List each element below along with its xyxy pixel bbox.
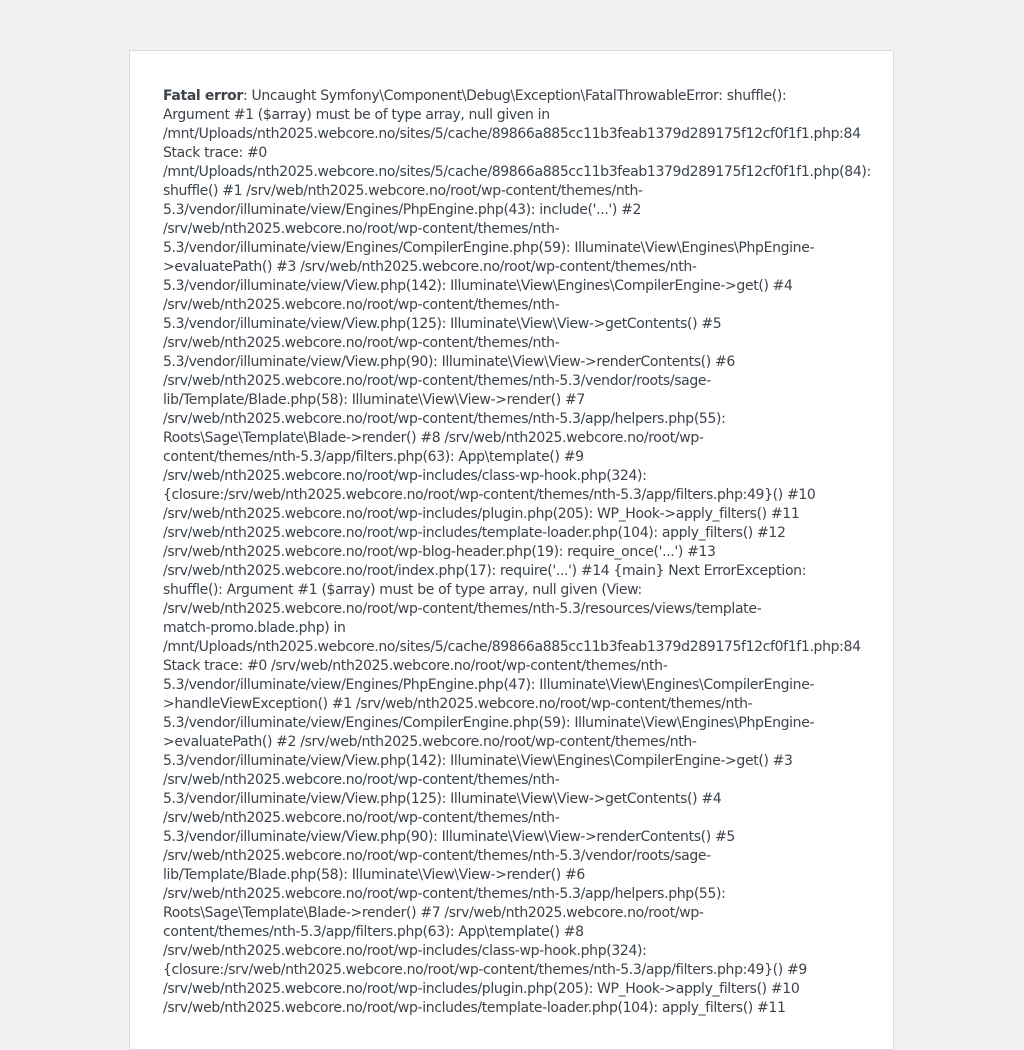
error-line: Roots\Sage\Template\Blade->render() #7 /srv/web/nth2025.webcore.no/root/wp- [163, 905, 704, 921]
error-line: lib/Template/Blade.php(58): Illuminate\View\View->render() #6 [163, 867, 585, 883]
error-line: /srv/web/nth2025.webcore.no/root/wp-includes/plugin.php(205): WP_Hook->apply_filters() #10 [163, 981, 800, 997]
error-line: /srv/web/nth2025.webcore.no/root/wp-blog-header.php(19): require_once('...') #13 [163, 544, 716, 560]
error-line: /srv/web/nth2025.webcore.no/root/wp-includes/template-loader.php(104): apply_filters() #11 [163, 1000, 786, 1016]
error-line: /srv/web/nth2025.webcore.no/root/wp-content/themes/nth- [163, 335, 560, 351]
error-line: /srv/web/nth2025.webcore.no/root/wp-content/themes/nth- [163, 297, 560, 313]
error-line: >handleViewException() #1 /srv/web/nth2025.webcore.no/root/wp-content/themes/nth- [163, 696, 753, 712]
error-line: /srv/web/nth2025.webcore.no/root/index.php(17): require('...') #14 {main} Next ErrorException: [163, 563, 807, 579]
error-line: /srv/web/nth2025.webcore.no/root/wp-includes/plugin.php(205): WP_Hook->apply_filters() #11 [163, 506, 800, 522]
error-line: content/themes/nth-5.3/app/filters.php(63): App\template() #8 [163, 924, 584, 940]
error-line: Stack trace: #0 [163, 145, 267, 161]
error-line: /srv/web/nth2025.webcore.no/root/wp-includes/class-wp-hook.php(324): [163, 943, 647, 959]
error-line: 5.3/vendor/illuminate/view/View.php(90): Illuminate\View\View->renderContents() #5 [163, 829, 735, 845]
error-line: lib/Template/Blade.php(58): Illuminate\View\View->render() #7 [163, 392, 585, 408]
error-line: 5.3/vendor/illuminate/view/Engines/PhpEngine.php(43): include('...') #2 [163, 202, 642, 218]
error-line: /mnt/Uploads/nth2025.webcore.no/sites/5/cache/89866a885cc11b3feab1379d289175f12cf0f1f1.php:84 [163, 639, 861, 655]
error-first-line [163, 87, 928, 106]
error-line: {closure:/srv/web/nth2025.webcore.no/root/wp-content/themes/nth-5.3/app/filters.php:49}() #9 [163, 962, 807, 978]
error-line: 5.3/vendor/illuminate/view/Engines/PhpEngine.php(47): Illuminate\View\Engines\CompilerEngine- [163, 677, 815, 693]
error-label: Fatal error [163, 88, 243, 104]
error-line: Roots\Sage\Template\Blade->render() #8 /srv/web/nth2025.webcore.no/root/wp- [163, 430, 704, 446]
error-line: /srv/web/nth2025.webcore.no/root/wp-content/themes/nth-5.3/vendor/roots/sage- [163, 373, 711, 389]
error-line: match-promo.blade.php) in [163, 620, 346, 636]
error-line: /srv/web/nth2025.webcore.no/root/wp-content/themes/nth-5.3/vendor/roots/sage- [163, 848, 711, 864]
error-panel [129, 50, 894, 1050]
error-line: {closure:/srv/web/nth2025.webcore.no/root/wp-content/themes/nth-5.3/app/filters.php:49}() #10 [163, 487, 816, 503]
error-first-line-text: : Uncaught Symfony\Component\Debug\Exception\FatalThrowableError: shuffle(): [242, 88, 787, 104]
error-line: >evaluatePath() #2 /srv/web/nth2025.webcore.no/root/wp-content/themes/nth- [163, 734, 697, 750]
error-line: >evaluatePath() #3 /srv/web/nth2025.webcore.no/root/wp-content/themes/nth- [163, 259, 697, 275]
error-line: /srv/web/nth2025.webcore.no/root/wp-includes/template-loader.php(104): apply_filters() #12 [163, 525, 786, 541]
error-line: 5.3/vendor/illuminate/view/View.php(125): Illuminate\View\View->getContents() #4 [163, 791, 722, 807]
error-line: /srv/web/nth2025.webcore.no/root/wp-content/themes/nth-5.3/app/helpers.php(55): [163, 886, 726, 902]
error-line: /srv/web/nth2025.webcore.no/root/wp-includes/class-wp-hook.php(324): [163, 468, 647, 484]
error-line: /mnt/Uploads/nth2025.webcore.no/sites/5/cache/89866a885cc11b3feab1379d289175f12cf0f1f1.php(84): [163, 164, 871, 180]
error-line: /srv/web/nth2025.webcore.no/root/wp-content/themes/nth- [163, 810, 560, 826]
error-line: /srv/web/nth2025.webcore.no/root/wp-content/themes/nth- [163, 772, 560, 788]
error-line: /srv/web/nth2025.webcore.no/root/wp-content/themes/nth- [163, 221, 560, 237]
error-line: 5.3/vendor/illuminate/view/View.php(142): Illuminate\View\Engines\CompilerEngine->get() #4 [163, 278, 793, 294]
error-line: 5.3/vendor/illuminate/view/View.php(90): Illuminate\View\View->renderContents() #6 [163, 354, 735, 370]
error-line: /mnt/Uploads/nth2025.webcore.no/sites/5/cache/89866a885cc11b3feab1379d289175f12cf0f1f1.php:84 [163, 126, 861, 142]
error-line: 5.3/vendor/illuminate/view/Engines/CompilerEngine.php(59): Illuminate\View\Engines\PhpEngine- [163, 240, 815, 256]
error-message [163, 87, 928, 1018]
error-line: shuffle() #1 /srv/web/nth2025.webcore.no/root/wp-content/themes/nth- [163, 183, 643, 199]
error-line: 5.3/vendor/illuminate/view/View.php(142): Illuminate\View\Engines\CompilerEngine->get() #3 [163, 753, 793, 769]
error-line: content/themes/nth-5.3/app/filters.php(63): App\template() #9 [163, 449, 584, 465]
error-line: /srv/web/nth2025.webcore.no/root/wp-content/themes/nth-5.3/resources/views/template- [163, 601, 762, 617]
error-line: Stack trace: #0 /srv/web/nth2025.webcore.no/root/wp-content/themes/nth- [163, 658, 668, 674]
error-line: Argument #1 ($array) must be of type array, null given in [163, 107, 550, 123]
error-line: 5.3/vendor/illuminate/view/Engines/CompilerEngine.php(59): Illuminate\View\Engines\PhpEngine- [163, 715, 815, 731]
stack-trace [163, 106, 928, 1018]
error-line: shuffle(): Argument #1 ($array) must be of type array, null given (View: [163, 582, 642, 598]
error-line: /srv/web/nth2025.webcore.no/root/wp-content/themes/nth-5.3/app/helpers.php(55): [163, 411, 726, 427]
error-line: 5.3/vendor/illuminate/view/View.php(125): Illuminate\View\View->getContents() #5 [163, 316, 722, 332]
